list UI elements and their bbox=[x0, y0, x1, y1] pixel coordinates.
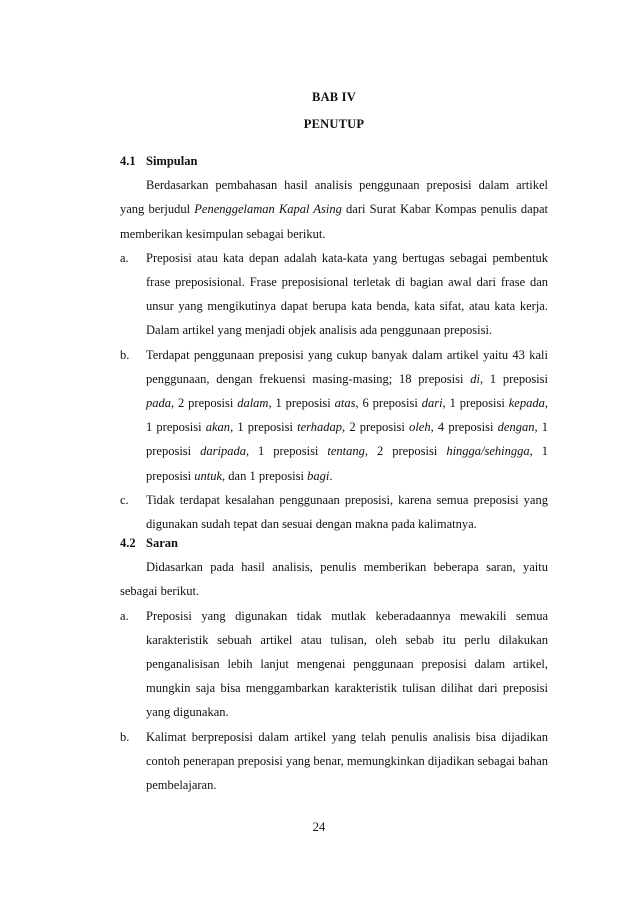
italic-term: akan bbox=[205, 420, 231, 435]
list-item bbox=[120, 488, 548, 536]
list-item bbox=[120, 604, 548, 725]
list-item bbox=[120, 725, 548, 798]
italic-term: dalam bbox=[237, 396, 269, 411]
italic-term: dengan bbox=[497, 420, 535, 435]
section-title: Simpulan bbox=[146, 154, 198, 168]
list-marker: a. bbox=[120, 608, 129, 623]
section-intro-paragraph: Didasarkan pada hasil analisis, penulis memberikan beberapa saran, yaitu sebagai berikut. bbox=[120, 560, 548, 599]
italic-term: Penenggelaman Kapal Asing bbox=[194, 202, 342, 217]
chapter-title: PENUTUP bbox=[303, 117, 365, 131]
list-marker: a. bbox=[120, 250, 129, 265]
list-marker: b. bbox=[120, 347, 130, 362]
italic-term: daripada bbox=[200, 444, 246, 459]
italic-term: atas bbox=[334, 396, 356, 411]
conclusion-list bbox=[120, 246, 548, 536]
section-number: 4.1 bbox=[120, 154, 136, 168]
italic-term: terhadap bbox=[297, 420, 343, 435]
section-title: Saran bbox=[146, 536, 178, 550]
suggestion-list bbox=[120, 604, 548, 798]
italic-term: bagi bbox=[307, 468, 330, 483]
italic-term: hingga/sehingga bbox=[446, 444, 530, 459]
list-item-text: Tidak terdapat kesalahan penggunaan preposisi, karena semua preposisi yang digunakan sudah tepat dan sesuai dengan makna pada kalimatnya. bbox=[146, 492, 548, 532]
list-item-text: Terdapat penggunaan preposisi yang cukup banyak dalam artikel yaitu 43 kali penggunaan, dengan frekuensi masing-masing; 18 preposisi di, 1 preposisi pada, 2 preposisi dalam, 1 preposisi atas, 6 preposisi dari, 1 preposisi kepada, 1 preposisi akan, 1 preposisi terhadap, 2 preposisi oleh, 4 preposisi dengan, 1 preposisi daripada, 1 preposisi tentang, 2 preposisi hingga/sehingga, 1 preposisi untuk, dan 1 preposisi bagi. bbox=[146, 347, 549, 483]
italic-term: oleh bbox=[409, 420, 431, 435]
list-item-text: Preposisi yang digunakan tidak mutlak keberadaannya mewakili semua karakteristik sebuah artikel atau tulisan, oleh sebab itu perlu dilakukan penganalisisan lebih lanjut mengenai penggunaan preposisi dalam artikel, mungkin saja bisa menggambarkan karakteristik tulisan dilihat dari preposisi yang digunakan. bbox=[146, 608, 548, 720]
chapter-number: BAB IV bbox=[312, 90, 356, 104]
section-number: 4.2 bbox=[120, 536, 136, 550]
list-marker: c. bbox=[120, 492, 129, 507]
italic-term: kepada bbox=[508, 396, 545, 411]
list-item bbox=[120, 246, 548, 343]
section-saran bbox=[120, 531, 548, 797]
italic-term: pada bbox=[146, 396, 171, 411]
list-item-text: Preposisi atau kata depan adalah kata-kata yang bertugas sebagai pembentuk frase preposisional. Frase preposisional terletak di bagian awal dari frase dan unsur yang mengikutinya dapat berupa kata benda, kata sifat, atau kata kerja. Dalam artikel yang menjadi objek analisis ada penggunaan preposisi. bbox=[146, 250, 548, 338]
list-item bbox=[120, 343, 548, 488]
page-number: 24 bbox=[312, 820, 326, 834]
section-intro-paragraph: Berdasarkan pembahasan hasil analisis penggunaan preposisi dalam artikel yang berjudul Penenggelaman Kapal Asing dari Surat Kabar Kompas penulis dapat memberikan kesimpulan sebagai berikut. bbox=[120, 178, 548, 241]
italic-term: di bbox=[470, 371, 480, 386]
italic-term: untuk bbox=[194, 468, 223, 483]
section-heading bbox=[120, 149, 548, 173]
list-item-text: Kalimat berpreposisi dalam artikel yang telah penulis analisis bisa dijadikan contoh penerapan preposisi yang benar, memungkinkan dijadikan sebagai bahan pembelajaran. bbox=[146, 729, 548, 793]
italic-term: dari bbox=[421, 396, 443, 411]
list-marker: b. bbox=[120, 729, 130, 744]
italic-term: tentang bbox=[327, 444, 365, 459]
section-simpulan bbox=[120, 149, 548, 536]
section-heading bbox=[120, 531, 548, 555]
